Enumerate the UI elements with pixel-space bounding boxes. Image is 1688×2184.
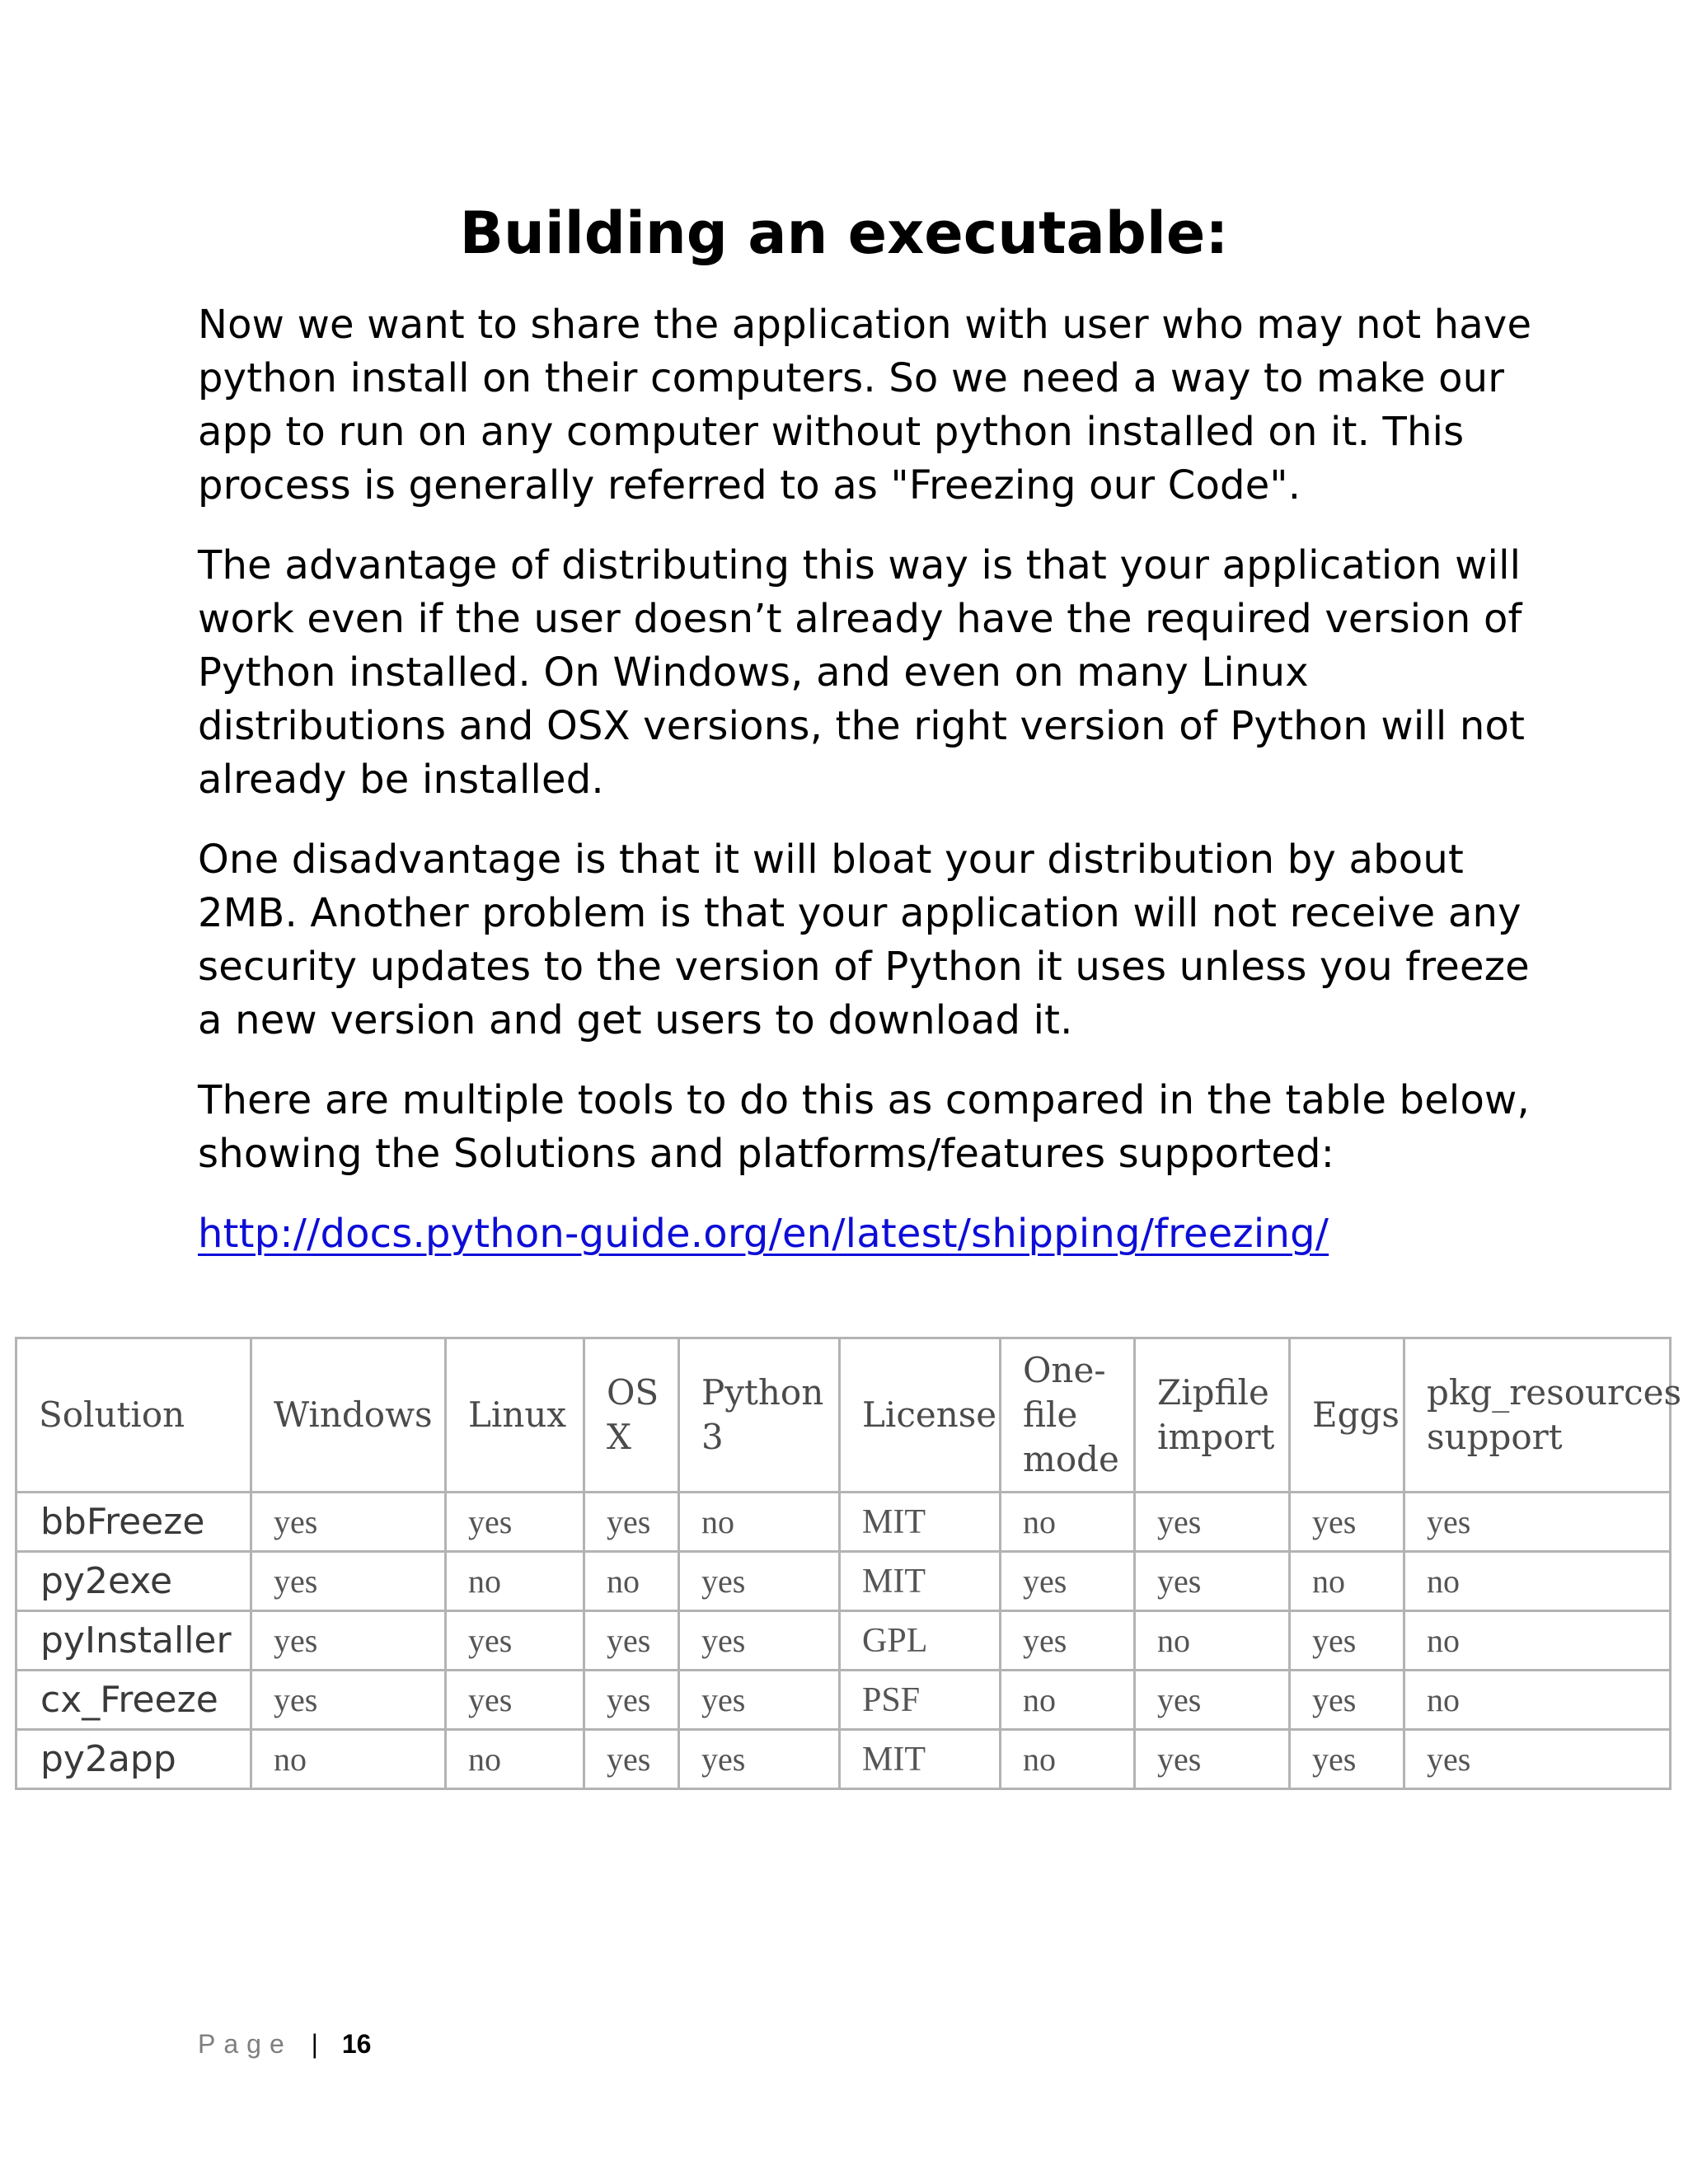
link-paragraph <box>198 1207 1533 1261</box>
cell-solution: cx_Freeze <box>16 1671 251 1730</box>
cell-pkg-resources: no <box>1404 1611 1671 1671</box>
column-header-eggs: Eggs <box>1290 1338 1404 1493</box>
cell-osx: yes <box>584 1611 679 1671</box>
cell-eggs: yes <box>1290 1730 1404 1789</box>
cell-one-file-mode: no <box>1001 1671 1135 1730</box>
page-footer <box>198 2029 371 2060</box>
table-header-row <box>16 1338 1671 1493</box>
cell-license: PSF <box>840 1671 1001 1730</box>
body-text <box>198 298 1533 1287</box>
cell-linux: yes <box>446 1493 584 1552</box>
column-header-license: License <box>840 1338 1001 1493</box>
cell-solution: pyInstaller <box>16 1611 251 1671</box>
cell-zipfile-import: no <box>1135 1611 1290 1671</box>
page-number: 16 <box>341 2029 372 2059</box>
cell-eggs: yes <box>1290 1671 1404 1730</box>
cell-osx: yes <box>584 1493 679 1552</box>
comparison-table <box>15 1337 1682 1790</box>
cell-osx: yes <box>584 1671 679 1730</box>
cell-pkg-resources: yes <box>1404 1730 1671 1789</box>
table-row <box>16 1611 1671 1671</box>
paragraph-disadvantage: One disadvantage is that it will bloat your distribution by about 2MB. Another problem is that your application will not receive any security updates to the version of Python it uses unless you freeze a new version and get users to download it. <box>198 837 1530 1043</box>
cell-one-file-mode: yes <box>1001 1552 1135 1611</box>
cell-license: MIT <box>840 1552 1001 1611</box>
cell-windows: no <box>251 1730 446 1789</box>
column-header-python3: Python 3 <box>679 1338 840 1493</box>
cell-python3: yes <box>679 1611 840 1671</box>
cell-windows: yes <box>251 1611 446 1671</box>
cell-eggs: yes <box>1290 1493 1404 1552</box>
cell-windows: yes <box>251 1493 446 1552</box>
cell-pkg-resources: yes <box>1404 1493 1671 1552</box>
paragraph-tools: There are multiple tools to do this as compared in the table below, showing the Solutions and platforms/features supported: <box>198 1077 1530 1177</box>
cell-osx: yes <box>584 1730 679 1789</box>
cell-zipfile-import: yes <box>1135 1493 1290 1552</box>
cell-one-file-mode: yes <box>1001 1611 1135 1671</box>
table-row <box>16 1671 1671 1730</box>
table-row <box>16 1493 1671 1552</box>
cell-python3: no <box>679 1493 840 1552</box>
cell-zipfile-import: yes <box>1135 1730 1290 1789</box>
cell-license: GPL <box>840 1611 1001 1671</box>
column-header-linux: Linux <box>446 1338 584 1493</box>
cell-pkg-resources: no <box>1404 1552 1671 1611</box>
column-header-zipfile-import: Zipfile import <box>1135 1338 1290 1493</box>
page-label: Page <box>198 2029 293 2059</box>
page-title: Building an executable: <box>459 199 1229 267</box>
paragraph-advantage: The advantage of distributing this way is that your application will work even if the user doesn’t already have the required version of Python installed. On Windows, and even on many Linux distributions and OSX versions, the right version of Python will not already be installed. <box>198 542 1526 803</box>
cell-one-file-mode: no <box>1001 1493 1135 1552</box>
cell-python3: yes <box>679 1552 840 1611</box>
cell-solution: py2exe <box>16 1552 251 1611</box>
cell-python3: yes <box>679 1671 840 1730</box>
cell-osx: no <box>584 1552 679 1611</box>
column-header-osx: OS X <box>584 1338 679 1493</box>
cell-windows: yes <box>251 1552 446 1611</box>
paragraph-intro: Now we want to share the application with user who may not have python install on their computers. So we need a way to make our app to run on any computer without python installed on it. This process is generally referred to as "Freezing our Code". <box>198 302 1532 509</box>
cell-license: MIT <box>840 1493 1001 1552</box>
cell-eggs: yes <box>1290 1611 1404 1671</box>
cell-linux: yes <box>446 1611 584 1671</box>
cell-zipfile-import: yes <box>1135 1671 1290 1730</box>
cell-license: MIT <box>840 1730 1001 1789</box>
freezing-guide-link[interactable]: http://docs.python-guide.org/en/latest/shipping/freezing/ <box>198 1211 1329 1257</box>
column-header-windows: Windows <box>251 1338 446 1493</box>
cell-python3: yes <box>679 1730 840 1789</box>
cell-linux: yes <box>446 1671 584 1730</box>
cell-linux: no <box>446 1552 584 1611</box>
cell-pkg-resources: no <box>1404 1671 1671 1730</box>
cell-solution: py2app <box>16 1730 251 1789</box>
footer-separator: | <box>311 2029 318 2059</box>
column-header-pkg-resources: pkg_resources support <box>1404 1338 1671 1493</box>
cell-one-file-mode: no <box>1001 1730 1135 1789</box>
comparison-table-container <box>15 1337 1682 1790</box>
column-header-solution: Solution <box>16 1338 251 1493</box>
cell-eggs: no <box>1290 1552 1404 1611</box>
cell-solution: bbFreeze <box>16 1493 251 1552</box>
table-row <box>16 1730 1671 1789</box>
cell-windows: yes <box>251 1671 446 1730</box>
cell-zipfile-import: yes <box>1135 1552 1290 1611</box>
cell-linux: no <box>446 1730 584 1789</box>
column-header-one-file-mode: One-file mode <box>1001 1338 1135 1493</box>
table-row <box>16 1552 1671 1611</box>
